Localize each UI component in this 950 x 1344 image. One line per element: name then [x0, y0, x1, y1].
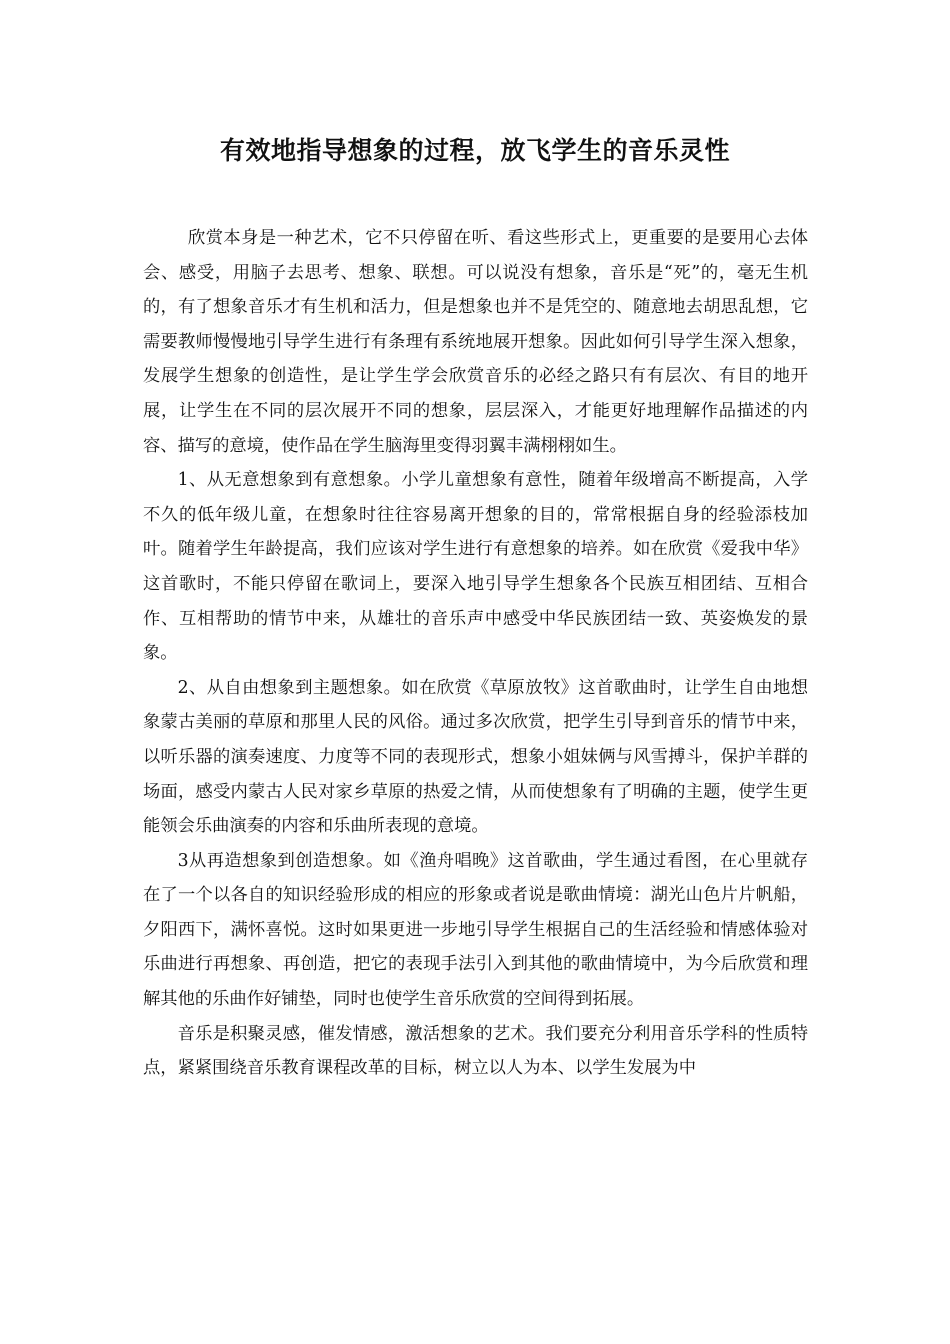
- paragraph-conclusion: 音乐是积聚灵感，催发情感，激活想象的艺术。我们要充分利用音乐学科的性质特点，紧紧围绕音乐教育课程改革的目标，树立以人为本、以学生发展为中: [143, 1023, 808, 1079]
- paragraph-intro: 欣赏本身是一种艺术，它不只停留在听、看这些形式上，更重要的是要用心去体会、感受，用脑子去思考、想象、联想。可以说没有想象，音乐是“死”的，毫无生机的，有了想象音乐才有生机和活力，但是想象也并不是凭空的、随意地去胡思乱想，它需要教师慢慢地引导学生进行有条理有系统地展开想象。因此如何引导学生深入想象，发展学生想象的创造性，是让学生学会欣赏音乐的必经之路只有有层次、有目的地开展，让学生在不同的层次展开不同的想象，层层深入，才能更好地理解作品描述的内容、描写的意境，使作品在学生脑海里变得羽翼丰满栩栩如生。: [143, 228, 808, 456]
- document-body: [143, 221, 808, 1086]
- paragraph-point-2: 2、从自由想象到主题想象。如在欣赏《草原放牧》这首歌曲时，让学生自由地想象蒙古美丽的草原和那里人民的风俗。通过多次欣赏，把学生引导到音乐的情节中来，以听乐器的演奏速度、力度等不同的表现形式，想象小姐妹俩与风雪搏斗，保护羊群的场面，感受内蒙古人民对家乡草原的热爱之情，从而使想象有了明确的主题，使学生更能领会乐曲演奏的内容和乐曲所表现的意境。: [143, 677, 808, 837]
- paragraph-point-1: 1、从无意想象到有意想象。小学儿童想象有意性，随着年级增高不断提高，入学不久的低年级儿童，在想象时往往容易离开想象的目的，常常根据自身的经验添枝加叶。随着学生年龄提高，我们应该对学生进行有意想象的培养。如在欣赏《爱我中华》这首歌时，不能只停留在歌词上，要深入地引导学生想象各个民族互相团结、互相合作、互相帮助的情节中来，从雄壮的音乐声中感受中华民族团结一致、英姿焕发的景象。: [143, 470, 808, 664]
- document-title: 有效地指导想象的过程，放飞学生的音乐灵性: [219, 136, 730, 165]
- paragraph-point-3: 3从再造想象到创造想象。如《渔舟唱晚》这首歌曲，学生通过看图，在心里就存在了一个以各自的知识经验形成的相应的形象或者说是歌曲情境：湖光山色片片帆船，夕阳西下，满怀喜悦。这时如果更进一步地引导学生根据自己的生活经验和情感体验对乐曲进行再想象、再创造，把它的表现手法引入到其他的歌曲情境中，为今后欣赏和理解其他的乐曲作好铺垫，同时也使学生音乐欣赏的空间得到拓展。: [143, 850, 808, 1010]
